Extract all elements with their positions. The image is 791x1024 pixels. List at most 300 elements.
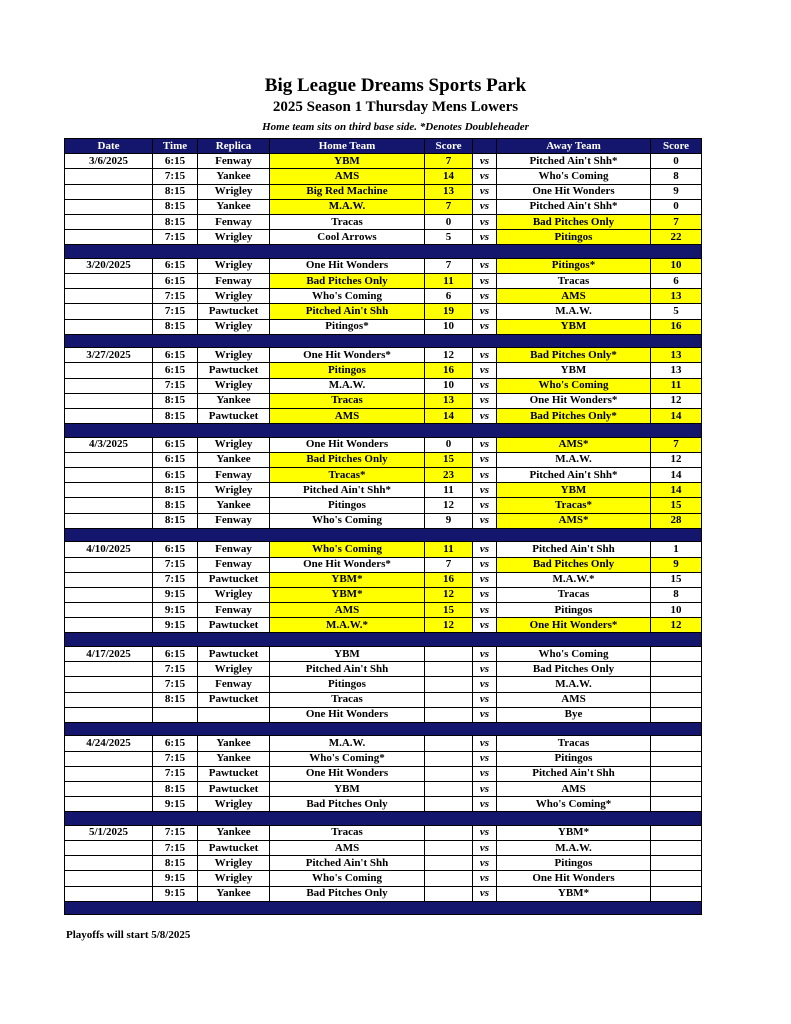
time-cell: 7:15	[153, 841, 198, 856]
vs-cell: vs	[473, 199, 497, 214]
away-score-cell: 8	[651, 169, 702, 184]
home-team-cell: Tracas	[270, 825, 425, 840]
home-score-cell: 10	[425, 378, 473, 393]
away-score-cell: 15	[651, 572, 702, 587]
date-cell	[65, 513, 153, 528]
game-row	[65, 618, 702, 633]
field-cell: Fenway	[198, 274, 270, 289]
date-cell: 4/17/2025	[65, 646, 153, 661]
time-cell: 6:15	[153, 258, 198, 273]
away-team-cell: M.A.W.	[497, 452, 651, 467]
home-score-cell	[425, 677, 473, 692]
away-team-cell: AMS*	[497, 513, 651, 528]
field-cell: Wrigley	[198, 378, 270, 393]
field-cell: Wrigley	[198, 348, 270, 363]
week-separator-bar	[65, 334, 702, 348]
home-score-cell	[425, 886, 473, 901]
column-header-date: Date	[65, 139, 153, 154]
week-separator-bar	[65, 722, 702, 736]
vs-cell: vs	[473, 781, 497, 796]
away-team-cell: M.A.W.	[497, 304, 651, 319]
vs-cell: vs	[473, 572, 497, 587]
date-cell: 3/20/2025	[65, 258, 153, 273]
away-team-cell: Pitingos*	[497, 258, 651, 273]
home-score-cell: 16	[425, 572, 473, 587]
home-score-cell	[425, 781, 473, 796]
time-cell: 7:15	[153, 378, 198, 393]
home-team-cell: Who's Coming	[270, 289, 425, 304]
vs-cell: vs	[473, 184, 497, 199]
time-cell: 9:15	[153, 587, 198, 602]
away-team-cell: Pitingos	[497, 603, 651, 618]
away-score-cell	[651, 751, 702, 766]
date-cell	[65, 230, 153, 245]
date-cell	[65, 409, 153, 424]
vs-cell: vs	[473, 646, 497, 661]
away-team-cell: Pitingos	[497, 751, 651, 766]
date-cell	[65, 618, 153, 633]
game-row	[65, 707, 702, 722]
home-team-cell: Tracas	[270, 393, 425, 408]
date-cell	[65, 363, 153, 378]
field-cell: Wrigley	[198, 662, 270, 677]
away-score-cell: 14	[651, 468, 702, 483]
time-cell: 7:15	[153, 304, 198, 319]
vs-cell: vs	[473, 169, 497, 184]
away-team-cell: Bad Pitches Only*	[497, 409, 651, 424]
week-separator	[65, 901, 702, 915]
field-cell: Pawtucket	[198, 781, 270, 796]
vs-cell: vs	[473, 409, 497, 424]
vs-cell: vs	[473, 452, 497, 467]
away-score-cell	[651, 692, 702, 707]
time-cell: 9:15	[153, 618, 198, 633]
time-cell: 9:15	[153, 603, 198, 618]
home-score-cell: 12	[425, 348, 473, 363]
away-team-cell: One Hit Wonders	[497, 184, 651, 199]
field-cell: Wrigley	[198, 797, 270, 812]
away-team-cell: Pitched Ain't Shh*	[497, 154, 651, 169]
away-score-cell: 5	[651, 304, 702, 319]
away-score-cell: 13	[651, 289, 702, 304]
field-cell: Yankee	[198, 886, 270, 901]
date-cell	[65, 781, 153, 796]
time-cell: 7:15	[153, 751, 198, 766]
game-row	[65, 199, 702, 214]
vs-cell: vs	[473, 258, 497, 273]
date-cell	[65, 886, 153, 901]
time-cell: 8:15	[153, 692, 198, 707]
home-team-cell: Bad Pitches Only	[270, 452, 425, 467]
away-score-cell: 16	[651, 319, 702, 334]
away-team-cell: Pitingos	[497, 230, 651, 245]
game-row	[65, 825, 702, 840]
away-score-cell: 14	[651, 483, 702, 498]
away-team-cell: One Hit Wonders*	[497, 393, 651, 408]
date-cell	[65, 751, 153, 766]
column-header-replica: Replica	[198, 139, 270, 154]
game-row	[65, 886, 702, 901]
week-separator	[65, 245, 702, 259]
date-cell: 4/3/2025	[65, 437, 153, 452]
away-score-cell	[651, 871, 702, 886]
home-team-cell: YBM*	[270, 572, 425, 587]
date-cell: 5/1/2025	[65, 825, 153, 840]
game-row	[65, 781, 702, 796]
field-cell: Wrigley	[198, 871, 270, 886]
column-header-away-score: Score	[651, 139, 702, 154]
home-team-cell: AMS	[270, 409, 425, 424]
home-score-cell	[425, 871, 473, 886]
field-cell: Yankee	[198, 452, 270, 467]
game-row	[65, 662, 702, 677]
away-team-cell: AMS	[497, 289, 651, 304]
vs-cell: vs	[473, 274, 497, 289]
vs-cell: vs	[473, 871, 497, 886]
vs-cell: vs	[473, 736, 497, 751]
vs-cell: vs	[473, 319, 497, 334]
date-cell	[65, 184, 153, 199]
game-row	[65, 184, 702, 199]
time-cell: 6:15	[153, 452, 198, 467]
game-row	[65, 409, 702, 424]
away-score-cell	[651, 841, 702, 856]
away-team-cell: One Hit Wonders*	[497, 618, 651, 633]
home-team-cell: Pitched Ain't Shh	[270, 856, 425, 871]
game-row	[65, 542, 702, 557]
home-score-cell	[425, 797, 473, 812]
away-score-cell: 1	[651, 542, 702, 557]
home-score-cell: 7	[425, 557, 473, 572]
vs-cell: vs	[473, 587, 497, 602]
vs-cell: vs	[473, 692, 497, 707]
game-row	[65, 603, 702, 618]
date-cell	[65, 274, 153, 289]
home-score-cell: 23	[425, 468, 473, 483]
field-cell: Yankee	[198, 393, 270, 408]
date-cell	[65, 572, 153, 587]
date-cell: 3/27/2025	[65, 348, 153, 363]
home-team-cell: Tracas	[270, 692, 425, 707]
time-cell: 8:15	[153, 513, 198, 528]
home-score-cell: 13	[425, 184, 473, 199]
home-team-cell: One Hit Wonders	[270, 437, 425, 452]
game-row	[65, 871, 702, 886]
home-score-cell: 12	[425, 498, 473, 513]
date-cell	[65, 587, 153, 602]
page-subtitle: 2025 Season 1 Thursday Mens Lowers	[272, 99, 519, 115]
field-cell: Wrigley	[198, 483, 270, 498]
vs-cell: vs	[473, 378, 497, 393]
home-score-cell: 15	[425, 603, 473, 618]
field-cell	[198, 707, 270, 722]
home-score-cell: 11	[425, 483, 473, 498]
field-cell: Fenway	[198, 513, 270, 528]
home-team-cell: Who's Coming	[270, 513, 425, 528]
away-score-cell: 7	[651, 214, 702, 229]
game-row	[65, 378, 702, 393]
time-cell: 8:15	[153, 393, 198, 408]
home-score-cell: 13	[425, 393, 473, 408]
game-row	[65, 348, 702, 363]
home-team-cell: AMS	[270, 841, 425, 856]
field-cell: Yankee	[198, 498, 270, 513]
time-cell: 6:15	[153, 154, 198, 169]
date-cell	[65, 468, 153, 483]
column-header-home-score: Score	[425, 139, 473, 154]
away-team-cell: Pitingos	[497, 856, 651, 871]
page-title: Big League Dreams Sports Park	[264, 75, 527, 96]
time-cell: 9:15	[153, 871, 198, 886]
away-score-cell: 7	[651, 437, 702, 452]
time-cell: 7:15	[153, 825, 198, 840]
field-cell: Wrigley	[198, 856, 270, 871]
home-team-cell: Pitingos*	[270, 319, 425, 334]
time-cell	[153, 707, 198, 722]
home-score-cell: 9	[425, 513, 473, 528]
away-score-cell: 0	[651, 199, 702, 214]
game-row	[65, 393, 702, 408]
field-cell: Pawtucket	[198, 841, 270, 856]
time-cell: 6:15	[153, 437, 198, 452]
home-team-cell: Who's Coming*	[270, 751, 425, 766]
home-score-cell	[425, 766, 473, 781]
away-team-cell: Bad Pitches Only	[497, 214, 651, 229]
home-team-cell: Cool Arrows	[270, 230, 425, 245]
date-cell	[65, 498, 153, 513]
away-team-cell: M.A.W.	[497, 677, 651, 692]
game-row	[65, 587, 702, 602]
home-score-cell: 14	[425, 169, 473, 184]
away-team-cell: YBM	[497, 483, 651, 498]
home-team-cell: One Hit Wonders	[270, 258, 425, 273]
away-team-cell: Who's Coming	[497, 378, 651, 393]
away-score-cell: 14	[651, 409, 702, 424]
game-row	[65, 289, 702, 304]
game-row	[65, 452, 702, 467]
field-cell: Pawtucket	[198, 572, 270, 587]
time-cell: 7:15	[153, 169, 198, 184]
home-score-cell	[425, 856, 473, 871]
week-separator	[65, 424, 702, 438]
home-score-cell	[425, 736, 473, 751]
away-team-cell: AMS	[497, 781, 651, 796]
home-team-cell: Pitingos	[270, 677, 425, 692]
time-cell: 7:15	[153, 557, 198, 572]
home-score-cell: 16	[425, 363, 473, 378]
field-cell: Pawtucket	[198, 409, 270, 424]
away-score-cell	[651, 677, 702, 692]
away-team-cell: Pitched Ain't Shh*	[497, 468, 651, 483]
away-score-cell: 13	[651, 348, 702, 363]
game-row	[65, 304, 702, 319]
field-cell: Wrigley	[198, 587, 270, 602]
away-team-cell: YBM	[497, 319, 651, 334]
away-team-cell: Bye	[497, 707, 651, 722]
field-cell: Yankee	[198, 199, 270, 214]
date-cell	[65, 856, 153, 871]
away-team-cell: Tracas	[497, 736, 651, 751]
away-team-cell: YBM	[497, 363, 651, 378]
column-header-time: Time	[153, 139, 198, 154]
home-team-cell: YBM	[270, 154, 425, 169]
away-team-cell: Pitched Ain't Shh*	[497, 199, 651, 214]
field-cell: Wrigley	[198, 437, 270, 452]
time-cell: 8:15	[153, 498, 198, 513]
home-score-cell: 11	[425, 274, 473, 289]
date-cell	[65, 677, 153, 692]
home-score-cell: 0	[425, 437, 473, 452]
away-score-cell: 8	[651, 587, 702, 602]
game-row	[65, 498, 702, 513]
vs-cell: vs	[473, 618, 497, 633]
away-score-cell: 22	[651, 230, 702, 245]
vs-cell: vs	[473, 483, 497, 498]
week-separator-bar	[65, 812, 702, 826]
time-cell: 7:15	[153, 230, 198, 245]
away-team-cell: One Hit Wonders	[497, 871, 651, 886]
away-score-cell: 12	[651, 452, 702, 467]
time-cell: 6:15	[153, 468, 198, 483]
game-row	[65, 841, 702, 856]
game-row	[65, 646, 702, 661]
home-team-cell: One Hit Wonders*	[270, 557, 425, 572]
home-team-cell: M.A.W.	[270, 199, 425, 214]
game-row	[65, 513, 702, 528]
away-score-cell: 15	[651, 498, 702, 513]
time-cell: 7:15	[153, 677, 198, 692]
game-row	[65, 751, 702, 766]
home-team-cell: AMS	[270, 169, 425, 184]
away-score-cell: 12	[651, 618, 702, 633]
away-score-cell	[651, 825, 702, 840]
home-score-cell: 10	[425, 319, 473, 334]
week-separator-bar	[65, 633, 702, 647]
home-score-cell	[425, 646, 473, 661]
schedule-note: Home team sits on third base side. *Denotes Doubleheader	[262, 121, 529, 133]
vs-cell: vs	[473, 751, 497, 766]
vs-cell: vs	[473, 766, 497, 781]
vs-cell: vs	[473, 437, 497, 452]
game-row	[65, 169, 702, 184]
home-score-cell: 0	[425, 214, 473, 229]
away-score-cell	[651, 781, 702, 796]
column-header-away-team: Away Team	[497, 139, 651, 154]
game-row	[65, 154, 702, 169]
game-row	[65, 736, 702, 751]
time-cell: 7:15	[153, 662, 198, 677]
home-score-cell: 11	[425, 542, 473, 557]
away-score-cell	[651, 646, 702, 661]
away-team-cell: Pitched Ain't Shh	[497, 766, 651, 781]
date-cell	[65, 557, 153, 572]
game-row	[65, 319, 702, 334]
home-team-cell: Pitched Ain't Shh*	[270, 483, 425, 498]
time-cell: 6:15	[153, 646, 198, 661]
vs-cell: vs	[473, 797, 497, 812]
vs-cell: vs	[473, 856, 497, 871]
time-cell: 6:15	[153, 348, 198, 363]
time-cell: 8:15	[153, 483, 198, 498]
date-cell: 4/10/2025	[65, 542, 153, 557]
away-score-cell: 11	[651, 378, 702, 393]
date-cell: 4/24/2025	[65, 736, 153, 751]
week-separator-bar	[65, 245, 702, 259]
game-row	[65, 437, 702, 452]
home-team-cell: AMS	[270, 603, 425, 618]
field-cell: Wrigley	[198, 289, 270, 304]
date-cell	[65, 766, 153, 781]
away-team-cell: M.A.W.*	[497, 572, 651, 587]
away-score-cell	[651, 736, 702, 751]
week-separator	[65, 722, 702, 736]
home-score-cell: 5	[425, 230, 473, 245]
time-cell: 9:15	[153, 886, 198, 901]
game-row	[65, 214, 702, 229]
home-score-cell	[425, 825, 473, 840]
week-separator	[65, 633, 702, 647]
vs-cell: vs	[473, 498, 497, 513]
time-cell: 6:15	[153, 363, 198, 378]
vs-cell: vs	[473, 557, 497, 572]
field-cell: Pawtucket	[198, 766, 270, 781]
column-header-vs	[473, 139, 497, 154]
away-team-cell: AMS	[497, 692, 651, 707]
vs-cell: vs	[473, 603, 497, 618]
home-team-cell: Bad Pitches Only	[270, 886, 425, 901]
date-cell	[65, 214, 153, 229]
vs-cell: vs	[473, 154, 497, 169]
away-team-cell: M.A.W.	[497, 841, 651, 856]
home-team-cell: YBM	[270, 781, 425, 796]
home-score-cell	[425, 692, 473, 707]
away-team-cell: Who's Coming	[497, 646, 651, 661]
home-score-cell: 14	[425, 409, 473, 424]
game-row	[65, 766, 702, 781]
field-cell: Wrigley	[198, 319, 270, 334]
home-team-cell: Bad Pitches Only	[270, 797, 425, 812]
away-team-cell: Bad Pitches Only	[497, 662, 651, 677]
away-score-cell: 10	[651, 603, 702, 618]
date-cell	[65, 289, 153, 304]
home-score-cell: 15	[425, 452, 473, 467]
field-cell: Fenway	[198, 468, 270, 483]
home-score-cell	[425, 751, 473, 766]
date-cell	[65, 797, 153, 812]
home-team-cell: YBM	[270, 646, 425, 661]
week-separator-bar	[65, 424, 702, 438]
table-header-row	[65, 139, 702, 154]
time-cell: 9:15	[153, 797, 198, 812]
game-row	[65, 677, 702, 692]
field-cell: Wrigley	[198, 258, 270, 273]
home-score-cell: 19	[425, 304, 473, 319]
home-score-cell: 12	[425, 587, 473, 602]
field-cell: Pawtucket	[198, 304, 270, 319]
time-cell: 6:15	[153, 274, 198, 289]
time-cell: 8:15	[153, 214, 198, 229]
home-team-cell: Pitingos	[270, 498, 425, 513]
vs-cell: vs	[473, 662, 497, 677]
week-separator	[65, 334, 702, 348]
date-cell	[65, 483, 153, 498]
away-score-cell	[651, 797, 702, 812]
field-cell: Yankee	[198, 736, 270, 751]
vs-cell: vs	[473, 841, 497, 856]
week-separator-bar	[65, 901, 702, 915]
away-score-cell: 0	[651, 154, 702, 169]
footer-note: Playoffs will start 5/8/2025	[66, 929, 191, 941]
